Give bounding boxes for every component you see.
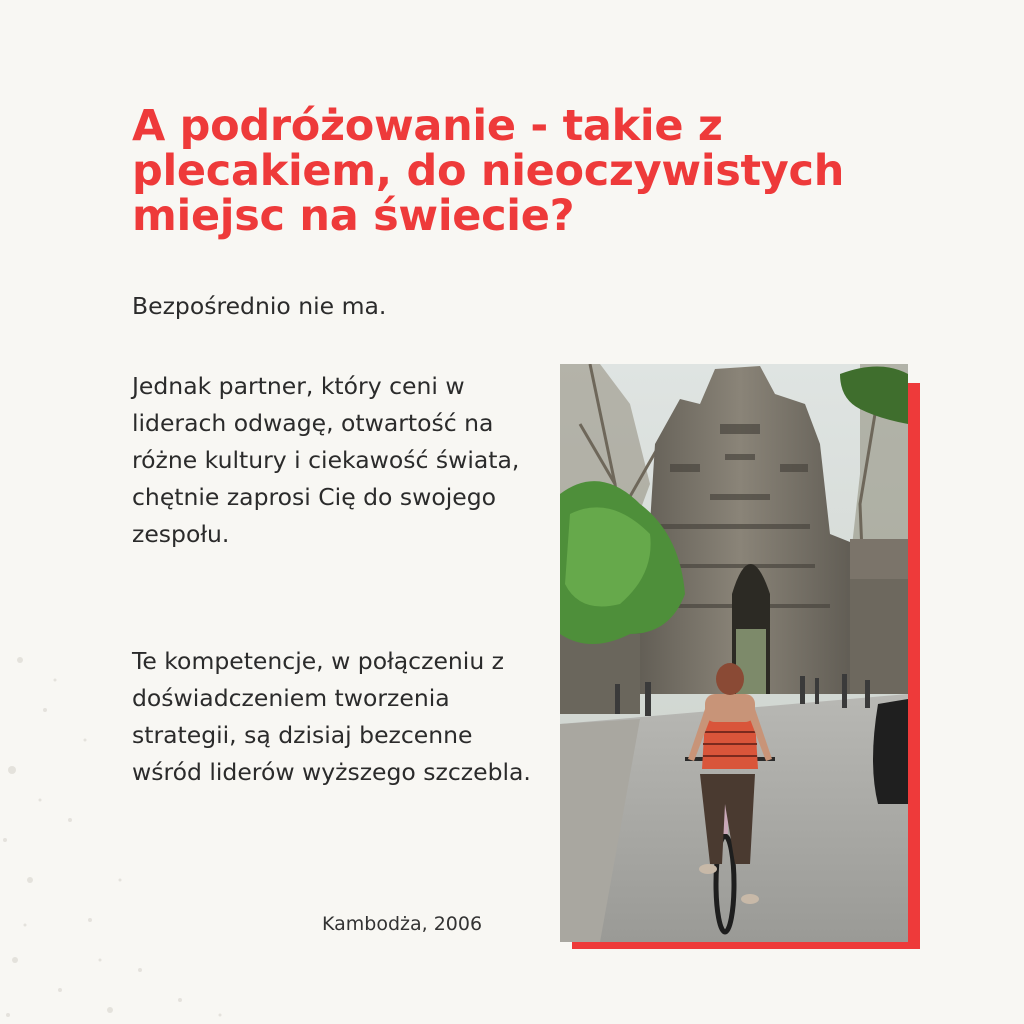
travel-photo bbox=[560, 364, 908, 942]
photo-caption: Kambodża, 2006 bbox=[322, 913, 483, 935]
paragraph-intro: Bezpośrednio nie ma. bbox=[132, 292, 387, 320]
paragraph-partner: Jednak partner, który ceni w liderach odwagę, otwartość na różne kultury i ciekawość świata, chętnie zaprosi Cię do swojego zespołu. bbox=[132, 372, 520, 548]
paragraph-competencies: Te kompetencje, w połączeniu z doświadczeniem tworzenia strategii, są dzisiaj bezcenne wśród liderów wyższego szczebla. bbox=[132, 647, 531, 786]
page-heading: A podróżowanie - takie z plecakiem, do nieoczywistych miejsc na świecie? bbox=[132, 101, 845, 241]
angkor-gate-cyclist-illustration bbox=[560, 364, 908, 942]
